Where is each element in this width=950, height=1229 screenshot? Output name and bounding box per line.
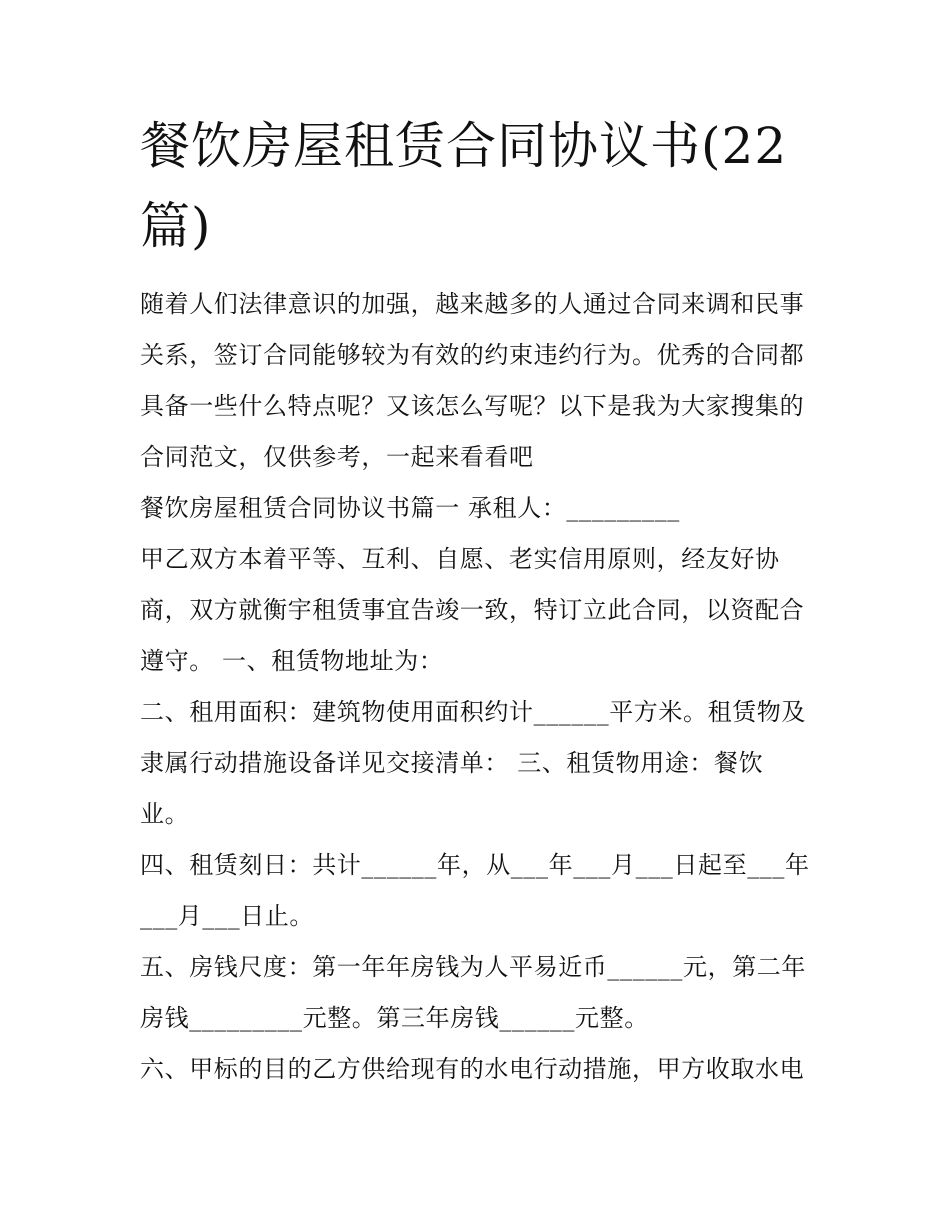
intro-line-4: 合同范文，仅供参考，一起来看看吧 (140, 443, 534, 471)
intro-line-3: 具备一些什么特点呢？又该怎么写呢？以下是我为大家搜集的 (140, 392, 805, 420)
document-title (140, 106, 830, 266)
clause-6-line-1: 六、甲标的目的乙方供给现有的水电行动措施，甲方收取水电 (140, 1055, 805, 1083)
clause-2-line-2: 隶属行动措施设备详见交接清单： 三、租赁物用途：餐饮 (140, 749, 764, 777)
clause-5-line-2: 房钱_________元整。第三年房钱______元整。 (140, 1004, 649, 1032)
clause-3-line-end: 业。 (140, 800, 190, 828)
clause-2-line-1: 二、租用面积：建筑物使用面积约计______平方米。租赁物及 (140, 698, 806, 726)
title-line-2: 篇) (140, 197, 212, 255)
document-body (140, 279, 815, 1095)
clause-5-line-1: 五、房钱尺度：第一年年房钱为人平易近币______元，第二年 (140, 953, 806, 981)
intro-line-2: 关系，签订合同能够较为有效的约束违约行为。优秀的合同都 (140, 341, 805, 369)
title-line-1: 餐饮房屋租赁合同协议书(22 (140, 117, 788, 175)
clause-4-line-2: ___月___日止。 (140, 902, 314, 930)
preamble-line-3: 遵守。 一、租赁物地址为： (140, 647, 444, 675)
preamble-line-1: 甲乙双方本着平等、互利、自愿、老实信用原则，经友好协 (140, 545, 780, 573)
clause-4-line-1: 四、租赁刻日：共计______年，从___年___月___日起至___年 (140, 851, 810, 879)
intro-line-1: 随着人们法律意识的加强，越来越多的人通过合同来调和民事 (140, 290, 805, 318)
preamble-line-2: 商，双方就衡宇租赁事宜告竣一致，特订立此合同，以资配合 (140, 596, 805, 624)
section-heading-line: 餐饮房屋租赁合同协议书篇一 承租人：_________ (140, 494, 680, 522)
